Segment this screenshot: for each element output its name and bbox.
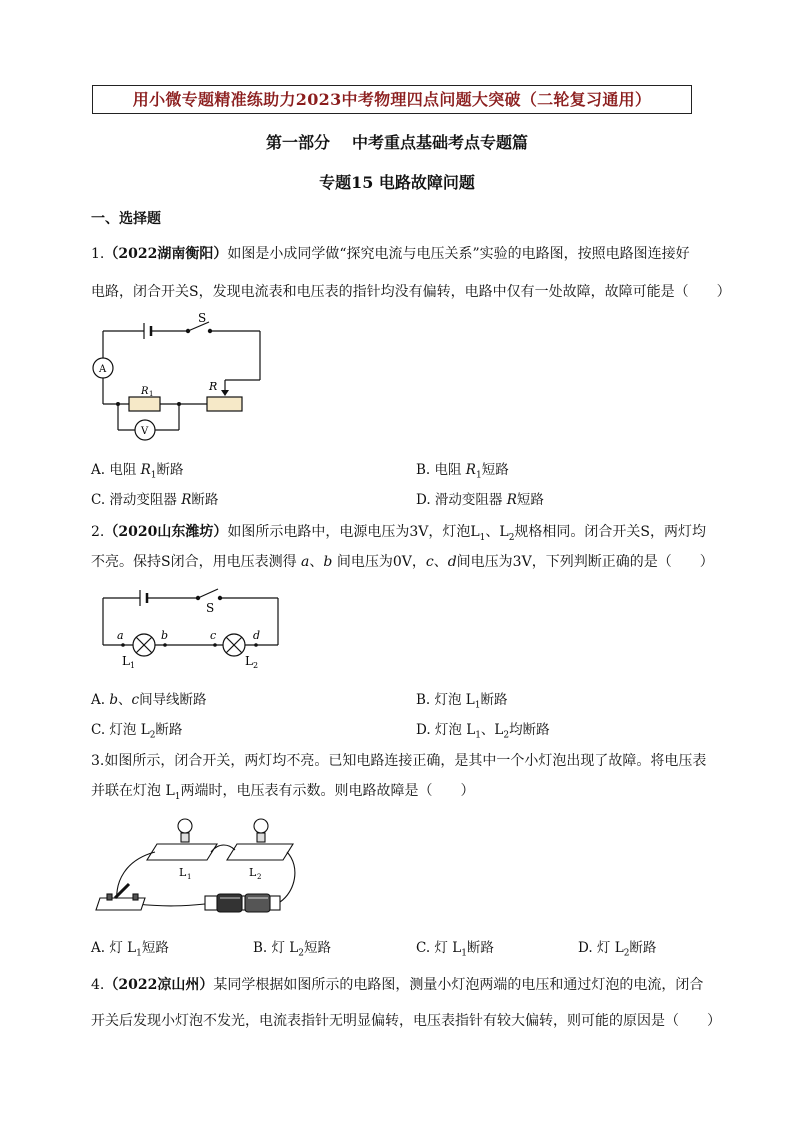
q1-label-r1: R [141,386,149,397]
q1-option-b[interactable]: B. 电阻 $R_1$短路 [416,462,509,481]
q2-label-c: c [210,629,217,642]
q2-label-d: d [253,629,261,642]
q1-label-a: A [99,364,107,375]
q1-option-a[interactable]: A. 电阻 $R_1$断路 [91,462,184,481]
part-label: 第一部分 [265,133,330,152]
q2-option-d[interactable]: D. 灯泡 $L_1$、$L_2$均断路 [416,722,550,741]
q3-physical-circuit [95,812,300,917]
q2-line1: 2.（2020山东潍坊）如图所示电路中，电源电压为3V，灯泡$L_1$、$L_2$规格相同。闭合开关S，两灯均 [91,524,707,543]
part-heading [0,130,794,153]
q1-option-c[interactable]: C. 滑动变阻器 R断路 [91,492,219,508]
q1-line2: 电路，闭合开关S，发现电流表和电压表的指针均没有偏转，电路中仅有一处故障，故障可能是（ ） [91,284,731,300]
q2-label-s: S [206,601,215,615]
q1-label-v: V [141,426,149,437]
q1-line1 [91,243,690,263]
q4-line2: 开关后发现小灯泡不发光，电流表指针无明显偏转，电压表指针有较大偏转，则可能的原因是（ ） [91,1013,721,1029]
q1-label-r1-sub: 1 [149,390,154,398]
q2-label-b: b [161,629,169,642]
q2-option-b[interactable]: B. 灯泡 $L_1$断路 [416,692,508,711]
svg-text:1: 1 [187,873,192,881]
svg-text:1: 1 [130,661,136,670]
bulb-l1-icon [178,819,192,833]
topic-heading: 专题15 电路故障问题 [319,173,475,192]
q2-circuit-diagram [98,585,288,670]
q3-label-l1: L [179,866,187,879]
q2-label-a: a [117,629,124,642]
q3-option-c[interactable]: C. 灯 $L_1$断路 [416,940,494,959]
q1-label-r: R [209,380,218,393]
q1-source: （2022湖南衡阳） [104,246,228,262]
q3-option-b[interactable]: B. 灯 $L_2$短路 [253,940,331,959]
rheostat-r [207,397,242,411]
q2-label-l2: L [245,654,253,668]
q1-number: 1. [91,246,105,262]
q1-option-d[interactable]: D. 滑动变阻器 R短路 [416,492,544,508]
q2-label-l1: L [122,654,130,668]
battery-cell-1 [217,894,242,912]
q3-option-a[interactable]: A. 灯 $L_1$短路 [91,940,169,959]
battery-cell-2 [245,894,270,912]
q3-line2: 并联在灯泡 $L_1$两端时，电压表有示数。则电路故障是（ ） [91,783,475,802]
svg-text:2: 2 [253,661,259,670]
q4-line1: 4.（2022凉山州）某同学根据如图所示的电路图，测量小灯泡两端的电压和通过灯泡的电流，闭合 [91,977,704,993]
q2-option-a[interactable]: A. b、c间导线断路 [91,692,207,708]
lamp-board-l2 [227,844,293,860]
q2-number: 2. [91,524,105,540]
q2-switch-blade [198,589,218,598]
q2-source: （2020山东潍坊） [104,524,228,540]
section-heading: 一、选择题 [91,211,161,227]
lamp-board-l1 [147,844,217,860]
q1-label-s: S [198,311,207,325]
q3-line1: 3.如图所示，闭合开关，两灯均不亮。已知电路连接正确，是其中一个小灯泡出现了故障。将电压表 [91,753,707,769]
q4-number: 4. [91,977,105,993]
q3-label-l2: L [249,866,257,879]
q1-circuit-diagram [88,310,278,445]
resistor-r1 [129,397,160,411]
bulb-l2-icon [254,819,268,833]
q2-line2: 不亮。保持S闭合，用电压表测得 a、b 间电压为0V，c、d间电压为3V，下列判断正确的是（ ） [91,554,714,570]
q1-text-1: 如图是小成同学做“探究电流与电压关系”实验的电路图，按照电路图连接好 [227,246,690,262]
q3-option-d[interactable]: D. 灯 $L_2$断路 [578,940,657,959]
part-title: 中考重点基础考点专题篇 [352,133,529,152]
q4-source: （2022凉山州） [104,977,214,993]
svg-text:2: 2 [257,873,262,881]
q2-option-c[interactable]: C. 灯泡 $L_2$断路 [91,722,183,741]
title-banner: 用小微专题精准练助力2023中考物理四点问题大突破（二轮复习通用） [92,85,692,114]
